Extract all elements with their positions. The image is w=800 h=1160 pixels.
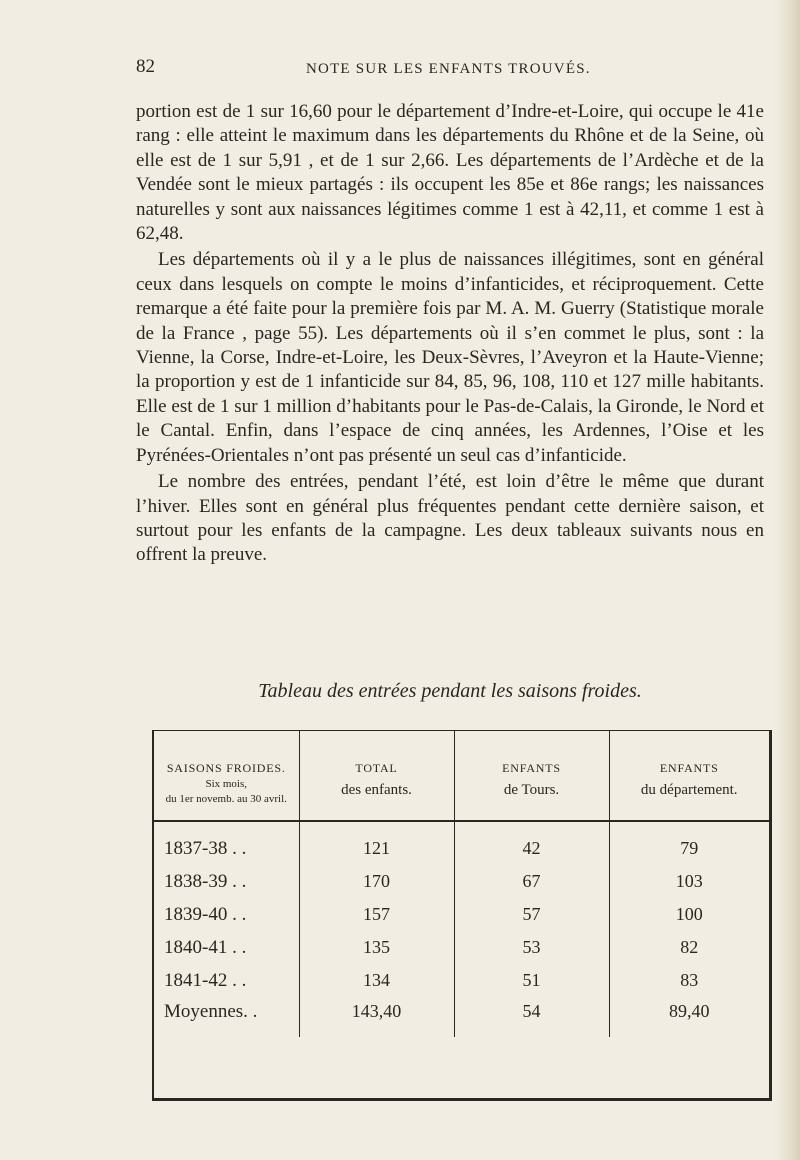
- table-header-row: [154, 731, 769, 821]
- header-saisons-sub1: Six mois,: [205, 778, 248, 790]
- paragraph-1: portion est de 1 sur 16,60 pour le département d’Indre-et-Loire, qui occupe le 41e rang : elle atteint le maximum dans les départements du Rhône et de la Seine, où elle est de 1 sur 5,91 , et de 1 sur 2,66. Les départements de l’Ardèche et de la Vendée sont le mieux partagés : ils occupent les 85e et 86e rangs; les naissances naturelles y sont aux naissances légitimes comme 1 est à 42,11, et comme 1 est à 62,48.: [136, 101, 764, 245]
- table-row: [154, 931, 769, 964]
- cell-season: Moyennes. .: [154, 997, 299, 1037]
- header-total: [299, 731, 454, 821]
- cell-season: 1840-41 . .: [154, 931, 299, 964]
- table-row-averages: [154, 997, 769, 1037]
- header-tours: [454, 731, 609, 821]
- paragraph-2: Les départements où il y a le plus de naissances illégitimes, sont en général ceux dans lesquels on compte le moins d’infanticides, et réciproquement. Cette remarque a été faite pour la première fois par M. A. M. Guerry (Statistique morale de la France , page 55). Les départements où il s’en commet le plus, sont : la Vienne, la Corse, Indre-et-Loire, les Deux-Sèvres, l’Aveyron et la Haute-Vienne; la proportion y est de 1 infanticide sur 84, 85, 96, 108, 110 et 127 mille habitants. Elle est de 1 sur 1 million d’habitants pour le Pas-de-Calais, la Gironde, le Nord et le Cantal. Enfin, dans l’espace de cinq années, les Ardennes, l’Oise et les Pyrénées-Orientales n’ont pas présenté un seul cas d’infanticide.: [136, 249, 764, 466]
- table-caption: Tableau des entrées pendant les saisons froides.: [258, 680, 642, 702]
- cell-total: 134: [299, 964, 454, 997]
- cell-total: 170: [299, 865, 454, 898]
- cell-departement: 103: [675, 871, 703, 891]
- cell-season: 1838-39 . .: [154, 865, 299, 898]
- table-row: [154, 964, 769, 997]
- cell-total: 143,40: [299, 997, 454, 1037]
- cell-tours: 51: [454, 964, 609, 997]
- cell-season: 1837-38 . .: [154, 821, 299, 865]
- header-total-sub: des enfants.: [341, 782, 412, 798]
- cell-tours: 42: [454, 821, 609, 865]
- cell-total: 121: [299, 821, 454, 865]
- table-row: [154, 865, 769, 898]
- table-row: [154, 821, 769, 865]
- cell-tours: 57: [454, 898, 609, 931]
- cell-tours: 54: [454, 997, 609, 1037]
- cold-season-table: [154, 731, 769, 1037]
- cell-season: 1841-42 . .: [154, 964, 299, 997]
- cell-tours: 67: [454, 865, 609, 898]
- cell-departement: 82: [680, 937, 699, 957]
- page-header: [136, 56, 756, 86]
- table-frame: [152, 730, 772, 1101]
- body-text: [136, 100, 764, 568]
- cell-tours: 53: [454, 931, 609, 964]
- header-saisons-title: SAISONS FROIDES.: [166, 761, 286, 775]
- page-edge-shadow: [774, 0, 800, 1160]
- cell-departement: 79: [680, 838, 699, 858]
- paragraph-3: Le nombre des entrées, pendant l’été, est loin d’être le même que durant l’hiver. Elles sont en général plus fréquentes pendant cette dernière saison, et surtout pour les enfants de la campagne. Les deux tableaux suivants nous en offrent la preuve.: [136, 471, 764, 566]
- page-number: 82: [136, 56, 155, 77]
- table-row: [154, 898, 769, 931]
- header-departement-title: ENFANTS: [659, 761, 719, 775]
- cell-departement: 83: [680, 970, 699, 990]
- cell-total: 157: [299, 898, 454, 931]
- header-total-title: TOTAL: [355, 761, 398, 775]
- cell-departement: 89,40: [669, 1001, 710, 1021]
- cell-season: 1839-40 . .: [154, 898, 299, 931]
- running-title: NOTE SUR LES ENFANTS TROUVÉS.: [306, 61, 591, 77]
- header-tours-sub: de Tours.: [503, 782, 560, 798]
- cell-departement: 100: [675, 904, 703, 924]
- cell-total: 135: [299, 931, 454, 964]
- header-departement: [609, 731, 769, 821]
- header-tours-title: ENFANTS: [502, 761, 561, 775]
- header-saisons-sub2: du 1er novemb. au 30 avril.: [165, 793, 287, 805]
- header-departement-sub: du département.: [640, 782, 738, 798]
- header-saisons: [154, 731, 299, 821]
